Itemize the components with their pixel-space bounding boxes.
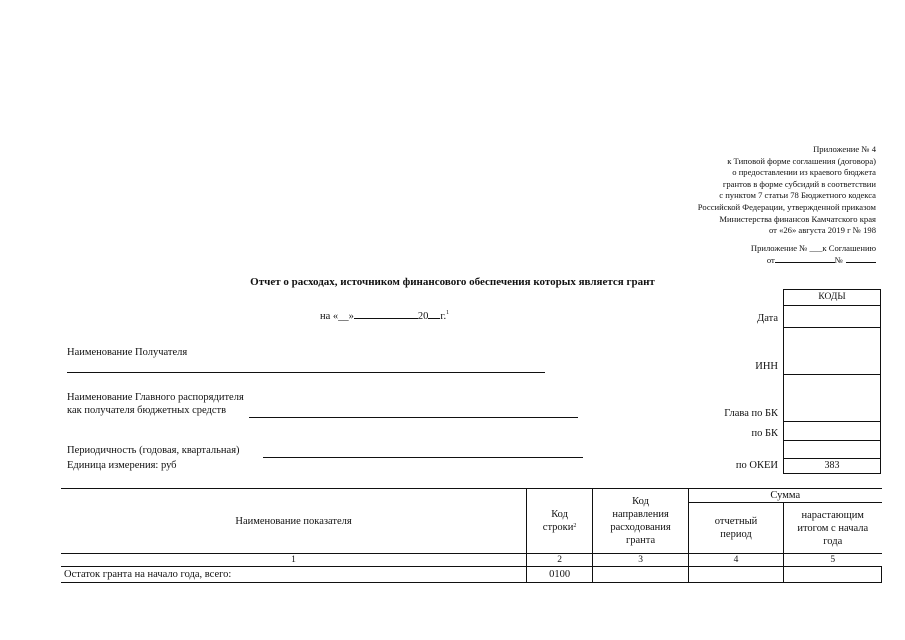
appendix-line: о предоставлении из краевого бюджета — [732, 167, 876, 178]
appendix-line: Министерства финансов Камчатского края — [719, 213, 876, 224]
date-code-label: Дата — [757, 313, 778, 324]
row-name: Остаток гранта на начало года, всего: — [61, 567, 527, 583]
col-header-code: Код строки$^2$ — [527, 489, 593, 554]
report-date-line: на «__» 20 г.$^1$ — [320, 310, 450, 322]
okei-code-label: по ОКЕИ — [735, 460, 778, 471]
col-header-sum: Сумма — [689, 489, 882, 503]
agreement-line-1: Приложение № ___к Соглашению — [750, 243, 876, 253]
periodicity-label: Периодичность (годовая, квартальная) — [67, 445, 240, 456]
row-period-cell[interactable] — [689, 567, 784, 583]
report-table — [61, 488, 882, 583]
col-number: 3 — [593, 554, 689, 567]
glava-bk-label: Глава по БК — [724, 408, 778, 419]
col-header-period: отчетный период — [689, 503, 784, 554]
appendix-line: от «26» августа 2019 г № 198 — [768, 225, 876, 236]
report-title: Отчет о расходах, источником финансового обеспечения которых является грант — [250, 276, 655, 288]
codes-header: КОДЫ — [818, 292, 846, 302]
appendix-line: Приложение № 4 — [813, 144, 876, 154]
table-row — [61, 567, 882, 583]
inn-code-label: ИНН — [755, 361, 778, 372]
appendix-line: с пунктом 7 статьи 78 Бюджетного кодекса — [719, 190, 876, 201]
col-header-direction: Код направления расходования гранта — [593, 489, 689, 554]
agreement-line-2: от № — [751, 255, 876, 267]
row-total-cell[interactable] — [784, 567, 882, 583]
okei-value: 383 — [824, 460, 840, 471]
main-manager-field[interactable] — [249, 417, 578, 418]
codes-box — [783, 289, 881, 474]
agreement-block — [751, 243, 876, 266]
appendix-block — [698, 144, 876, 237]
col-number: 5 — [784, 554, 882, 567]
col-header-total: нарастающим итогом с начала года — [784, 503, 882, 554]
main-manager-label: Наименование Главного распорядителя — [67, 392, 244, 403]
main-manager-label-2: как получателя бюджетных средств — [67, 405, 227, 416]
appendix-line: Российской Федерации, утвержденной приказом — [697, 201, 876, 212]
recipient-field[interactable] — [67, 372, 545, 373]
col-number: 2 — [527, 554, 593, 567]
row-code: 0100 — [527, 567, 593, 583]
col-header-name: Наименование показателя — [61, 489, 527, 554]
periodicity-field[interactable] — [263, 457, 583, 458]
bk-code-label: по БК — [751, 428, 778, 439]
col-number: 4 — [689, 554, 784, 567]
appendix-line: грантов в форме субсидий в соответствии — [722, 178, 876, 189]
row-direction-cell[interactable] — [593, 567, 689, 583]
recipient-label: Наименование Получателя — [67, 347, 188, 358]
col-number: 1 — [61, 554, 527, 567]
unit-label: Единица измерения: руб — [67, 460, 177, 471]
appendix-line: к Типовой форме соглашения (договора) — [727, 155, 876, 166]
